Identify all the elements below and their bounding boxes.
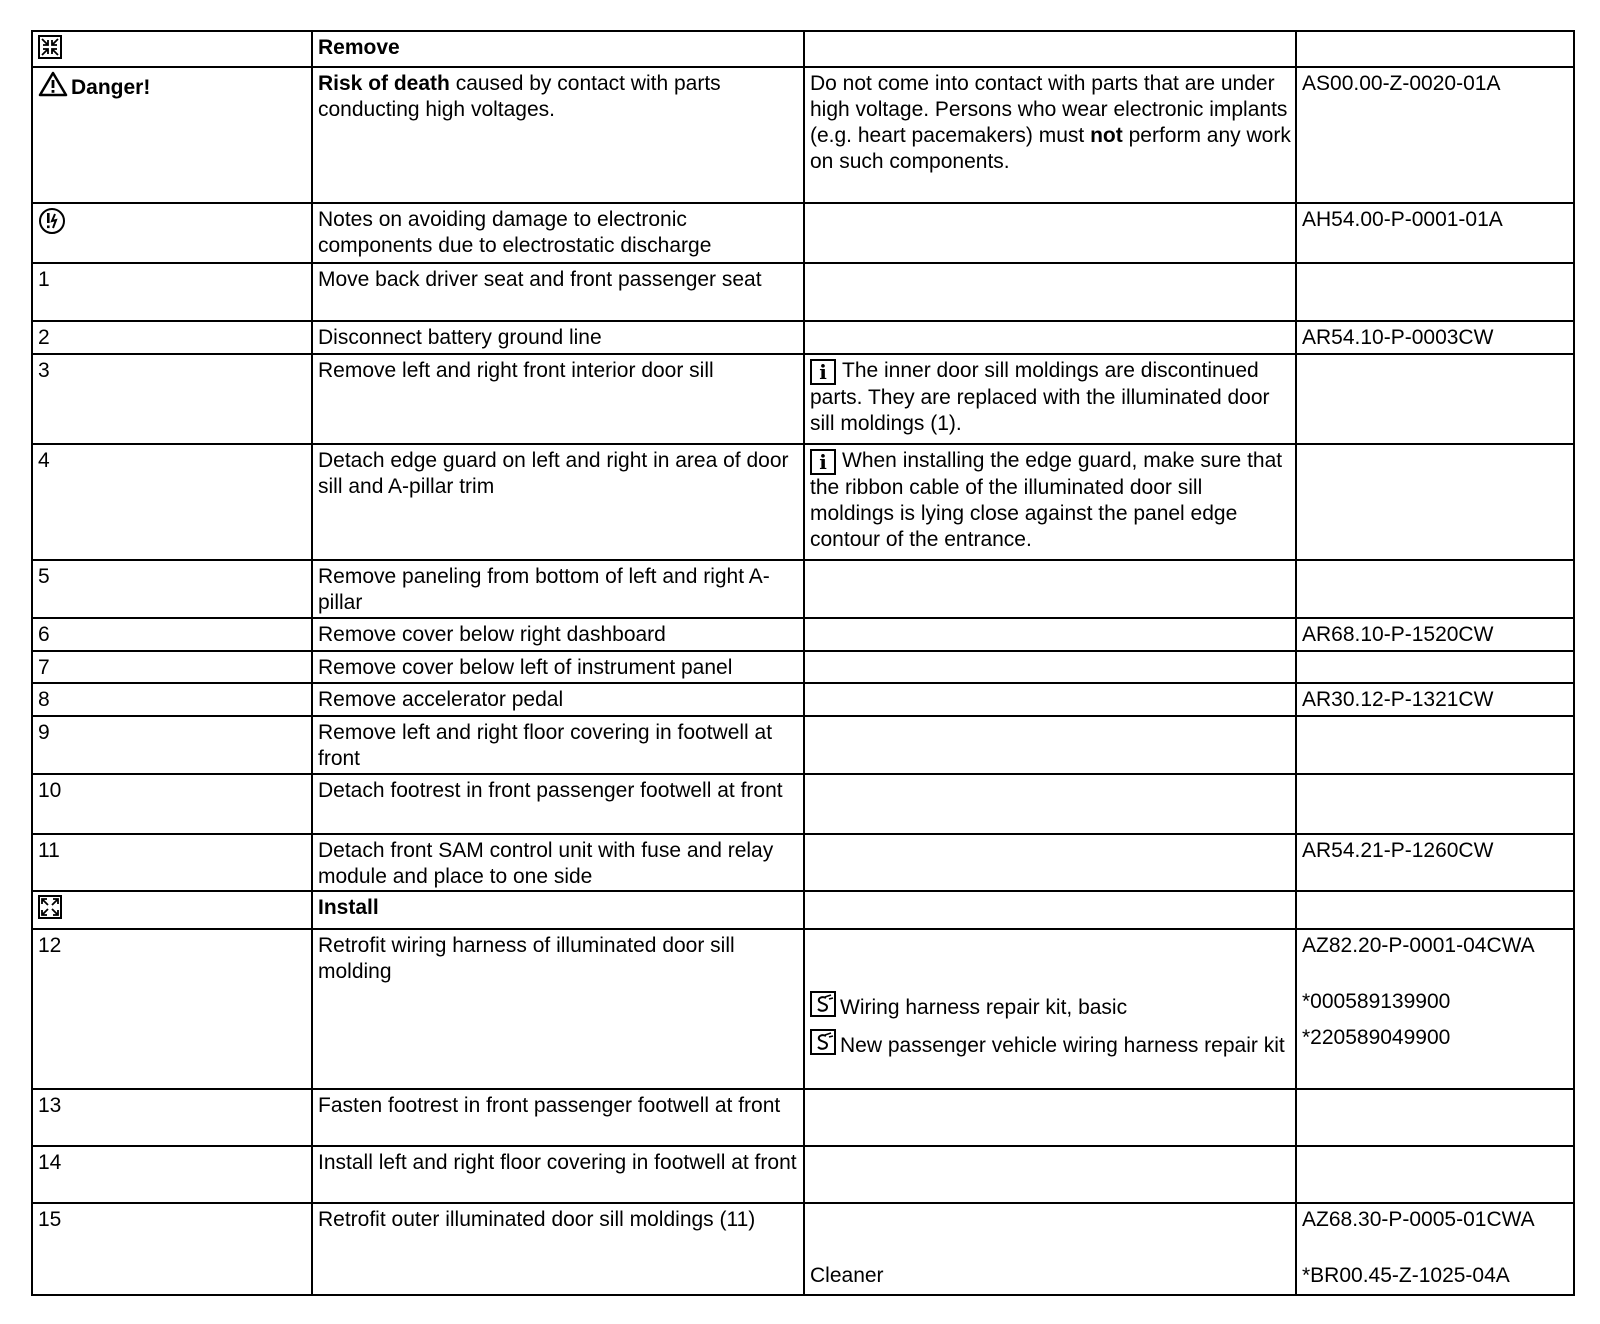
danger-note-a: Do not come into contact with parts that are under high voltage. Persons who wear electronic implants (e.g. heart pacemakers) must — [810, 72, 1288, 147]
step-text: Remove accelerator pedal — [318, 688, 564, 711]
info-icon: i — [810, 449, 836, 475]
step-text: Install left and right floor covering in footwell at front — [318, 1151, 797, 1174]
step-number: 10 — [38, 779, 62, 802]
step-number: 9 — [38, 721, 50, 744]
table-row — [32, 929, 1574, 1089]
part-number: *000589139900 — [1302, 990, 1451, 1013]
step-number: 5 — [38, 565, 50, 588]
step-ref: AZ82.20-P-0001-04CWA — [1302, 934, 1535, 957]
esd-warning-icon — [38, 207, 66, 235]
special-tool-icon — [810, 991, 836, 1017]
section-row-install — [32, 891, 1574, 929]
step-text: Remove left and right front interior door sill — [318, 359, 714, 382]
danger-ref: AS00.00-Z-0020-01A — [1302, 72, 1501, 95]
table-row — [32, 560, 1574, 618]
table-row — [32, 1146, 1574, 1203]
danger-label: Danger! — [71, 76, 151, 99]
tool-label: Wiring harness repair kit, basic — [840, 996, 1128, 1019]
step-text: Remove paneling from bottom of left and right A-pillar — [318, 565, 770, 614]
table-row — [32, 774, 1574, 834]
table-row — [32, 618, 1574, 651]
step-text: Remove cover below left of instrument panel — [318, 656, 733, 679]
special-tool-icon — [810, 1029, 836, 1055]
esd-ref: AH54.00-P-0001-01A — [1302, 208, 1503, 231]
table-row — [32, 354, 1574, 444]
step-note: When installing the edge guard, make sure that the ribbon cable of the illuminated door sill moldings is lying close against the panel edge contour of the entrance. — [810, 449, 1283, 551]
section-row-remove — [32, 31, 1574, 67]
table-row — [32, 716, 1574, 774]
install-symbol-icon — [38, 895, 62, 919]
step-number: 4 — [38, 449, 50, 472]
step-number: 12 — [38, 934, 62, 957]
section-label-install: Install — [318, 896, 379, 919]
danger-risk-bold: Risk of death — [318, 72, 450, 95]
step-ref: AR54.10-P-0003CW — [1302, 326, 1494, 349]
step-number: 15 — [38, 1208, 62, 1231]
step-text: Retrofit wiring harness of illuminated door sill molding — [318, 934, 735, 983]
step-number: 13 — [38, 1094, 62, 1117]
part-number: *BR00.45-Z-1025-04A — [1302, 1264, 1510, 1287]
danger-note-bold: not — [1090, 124, 1123, 147]
step-ref: AR30.12-P-1321CW — [1302, 688, 1494, 711]
step-ref: AZ68.30-P-0005-01CWA — [1302, 1208, 1535, 1231]
step-text: Retrofit outer illuminated door sill moldings (11) — [318, 1208, 756, 1231]
table-row — [32, 1203, 1574, 1295]
step-text: Detach front SAM control unit with fuse and relay module and place to one side — [318, 839, 774, 888]
section-label-remove: Remove — [318, 36, 400, 59]
esd-row — [32, 203, 1574, 263]
table-row — [32, 321, 1574, 354]
step-number: 7 — [38, 656, 50, 679]
procedure-table — [31, 30, 1575, 1296]
table-row — [32, 834, 1574, 891]
danger-note-b: perform any work on such components. — [810, 124, 1291, 173]
step-number: 8 — [38, 688, 50, 711]
step-number: 1 — [38, 268, 50, 291]
step-text: Detach edge guard on left and right in area of door sill and A-pillar trim — [318, 449, 789, 498]
step-ref: AR68.10-P-1520CW — [1302, 623, 1494, 646]
step-text: Move back driver seat and front passenger seat — [318, 268, 762, 291]
danger-risk-text: caused by contact with parts conducting high voltages. — [318, 72, 721, 121]
step-number: 2 — [38, 326, 50, 349]
step-text: Remove left and right floor covering in footwell at front — [318, 721, 773, 770]
info-icon: i — [810, 359, 836, 385]
step-number: 3 — [38, 359, 50, 382]
step-note: The inner door sill moldings are discontinued parts. They are replaced with the illuminated door sill moldings (1). — [810, 359, 1270, 435]
tool-label: New passenger vehicle wiring harness repair kit — [840, 1034, 1285, 1057]
esd-text: Notes on avoiding damage to electronic components due to electrostatic discharge — [318, 208, 712, 257]
step-text: Remove cover below right dashboard — [318, 623, 666, 646]
table-row — [32, 444, 1574, 560]
table-row — [32, 683, 1574, 716]
remove-symbol-icon — [38, 35, 62, 59]
table-row — [32, 1089, 1574, 1146]
step-note: Cleaner — [810, 1264, 884, 1287]
step-text: Detach footrest in front passenger footwell at front — [318, 779, 783, 802]
step-text: Disconnect battery ground line — [318, 326, 602, 349]
step-ref: AR54.21-P-1260CW — [1302, 839, 1494, 862]
table-row — [32, 651, 1574, 683]
step-text: Fasten footrest in front passenger footwell at front — [318, 1094, 781, 1117]
step-number: 14 — [38, 1151, 62, 1174]
step-number: 6 — [38, 623, 50, 646]
table-row — [32, 263, 1574, 321]
danger-row — [32, 67, 1574, 203]
step-number: 11 — [38, 839, 60, 862]
part-number: *220589049900 — [1302, 1026, 1451, 1049]
warning-triangle-icon — [38, 71, 68, 97]
